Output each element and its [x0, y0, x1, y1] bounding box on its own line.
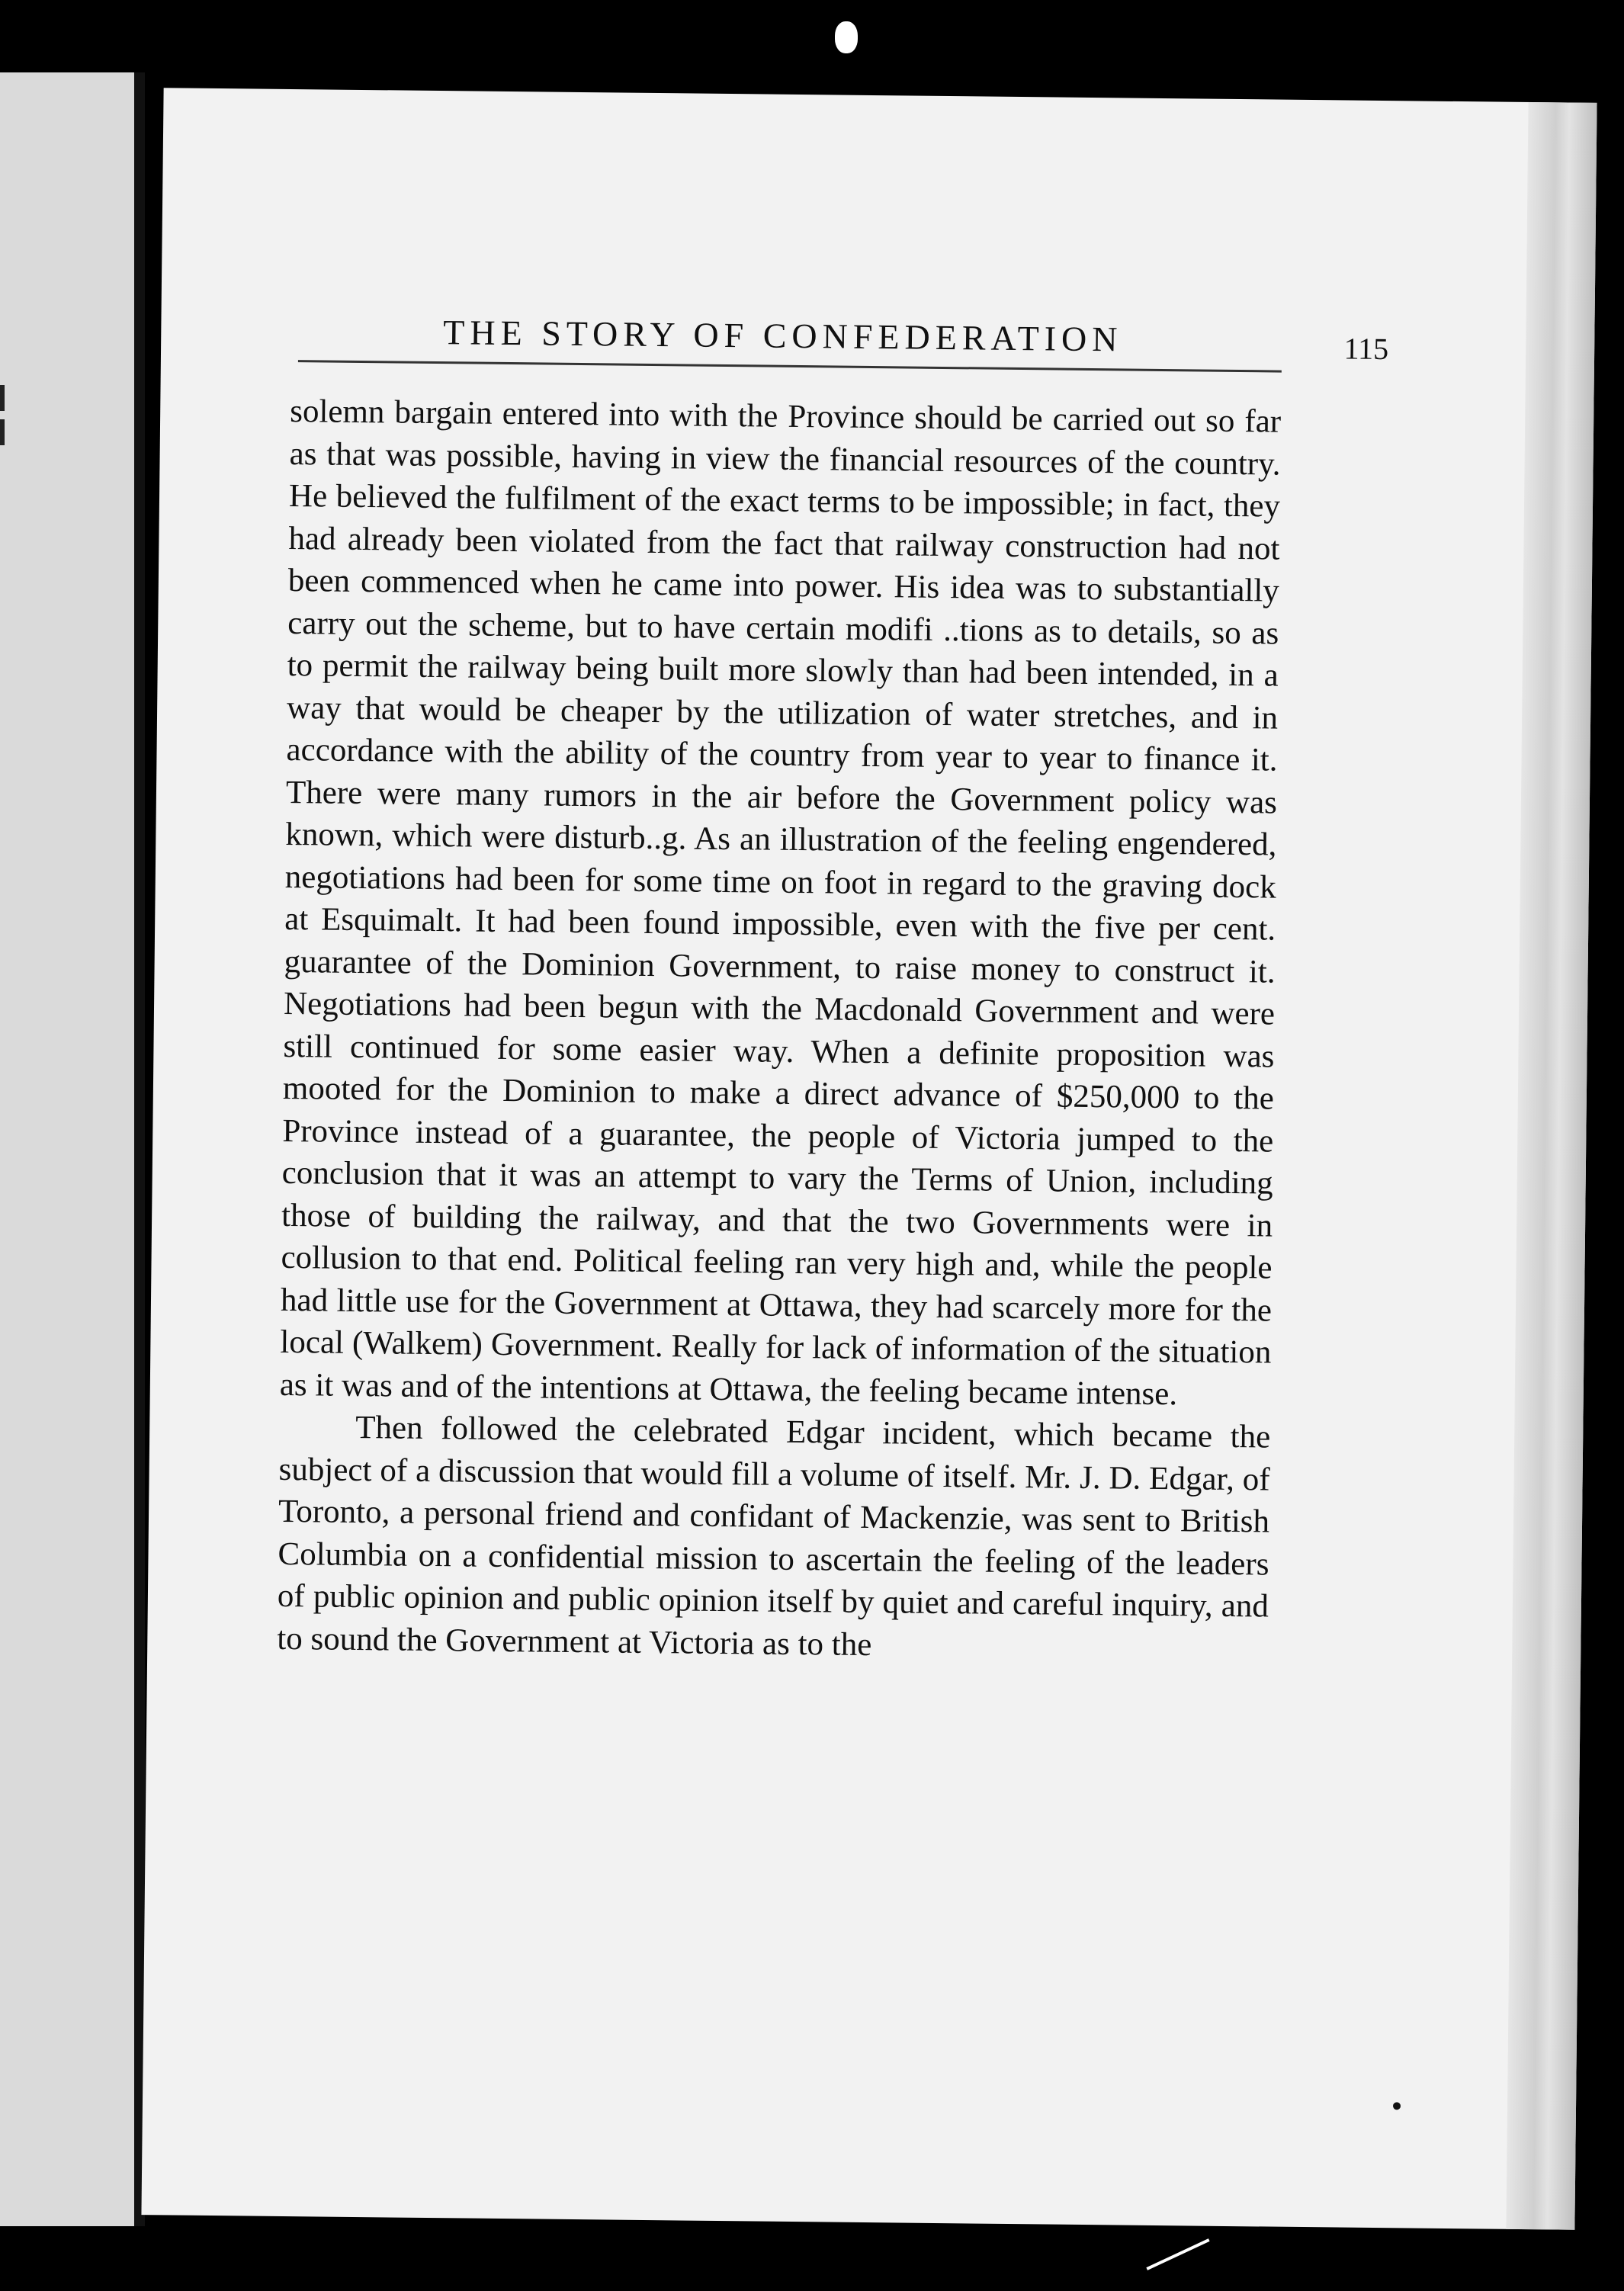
scan-artifact [835, 21, 858, 53]
paragraph: solemn bargain entered into with the Province should be carried out so far as that was possible, having in view the financial resources of the country. He believed the fulfilment of the exact terms to be impossible; in fact, they had already been violated from the fact that railway construction had not been commenced when he came into power. His idea was to substantially carry out the scheme, but to have certain modifi ..tions as to details, so as to permit the railway being built more slowly than had been intended, in a way that would be cheaper by the utilization of water stretches, and in accordance with the ability of the country from year to year to finance it. There were many rumors in the air before the Government policy was known, which were disturb..g. As an illustration of the feeling engendered, negotiations had been for some time on foot in regard to the graving dock at Esquimalt. It had been found impossible, even with the five per cent. guarantee of the Dominion Government, to raise money to construct it. Negotiations had been begun with the Macdonald Government and were still continued for some easier way. When a definite proposition was mooted for the Dominion to make a direct advance of $250,000 to the Province instead of a guarantee, the people of Victoria jumped to the conclusion that it was an attempt to vary the Terms of Union, including those of building the railway, and that the two Governments were in collusion to that end. Political feeling ran very high and, while the people had little use for the Government at Ottawa, they had scarcely more for the local (Walkem) Government. Really for lack of information of the situation as it was and of the intentions at Ottawa, the feeling became intense. [279, 393, 1282, 1412]
margin-mark [0, 385, 5, 411]
page-header [298, 310, 1389, 367]
book-page [141, 88, 1597, 2230]
running-head: THE STORY OF CONFEDERATION [443, 313, 1123, 359]
scan-artifact [1146, 2238, 1209, 2270]
paragraph: Then followed the celebrated Edgar incident, which became the subject of a discussion that would fill a volume of itself. Mr. J. D. Edgar, of Toronto, a personal friend and confidant of Mackenzie, was sent to British Columbia on a confidential mission to ascertain the feeling of the leaders of public opinion and public opinion itself by quiet and careful inquiry, and to sound the Government at Victoria as to the [277, 1409, 1271, 1663]
body-text [277, 390, 1281, 1670]
facing-page-edge [0, 72, 145, 2226]
page-number: 115 [1343, 331, 1389, 367]
margin-mark [0, 419, 5, 445]
speck [1393, 2102, 1401, 2110]
page-edge [1506, 102, 1597, 2230]
page-gutter [134, 72, 145, 2226]
